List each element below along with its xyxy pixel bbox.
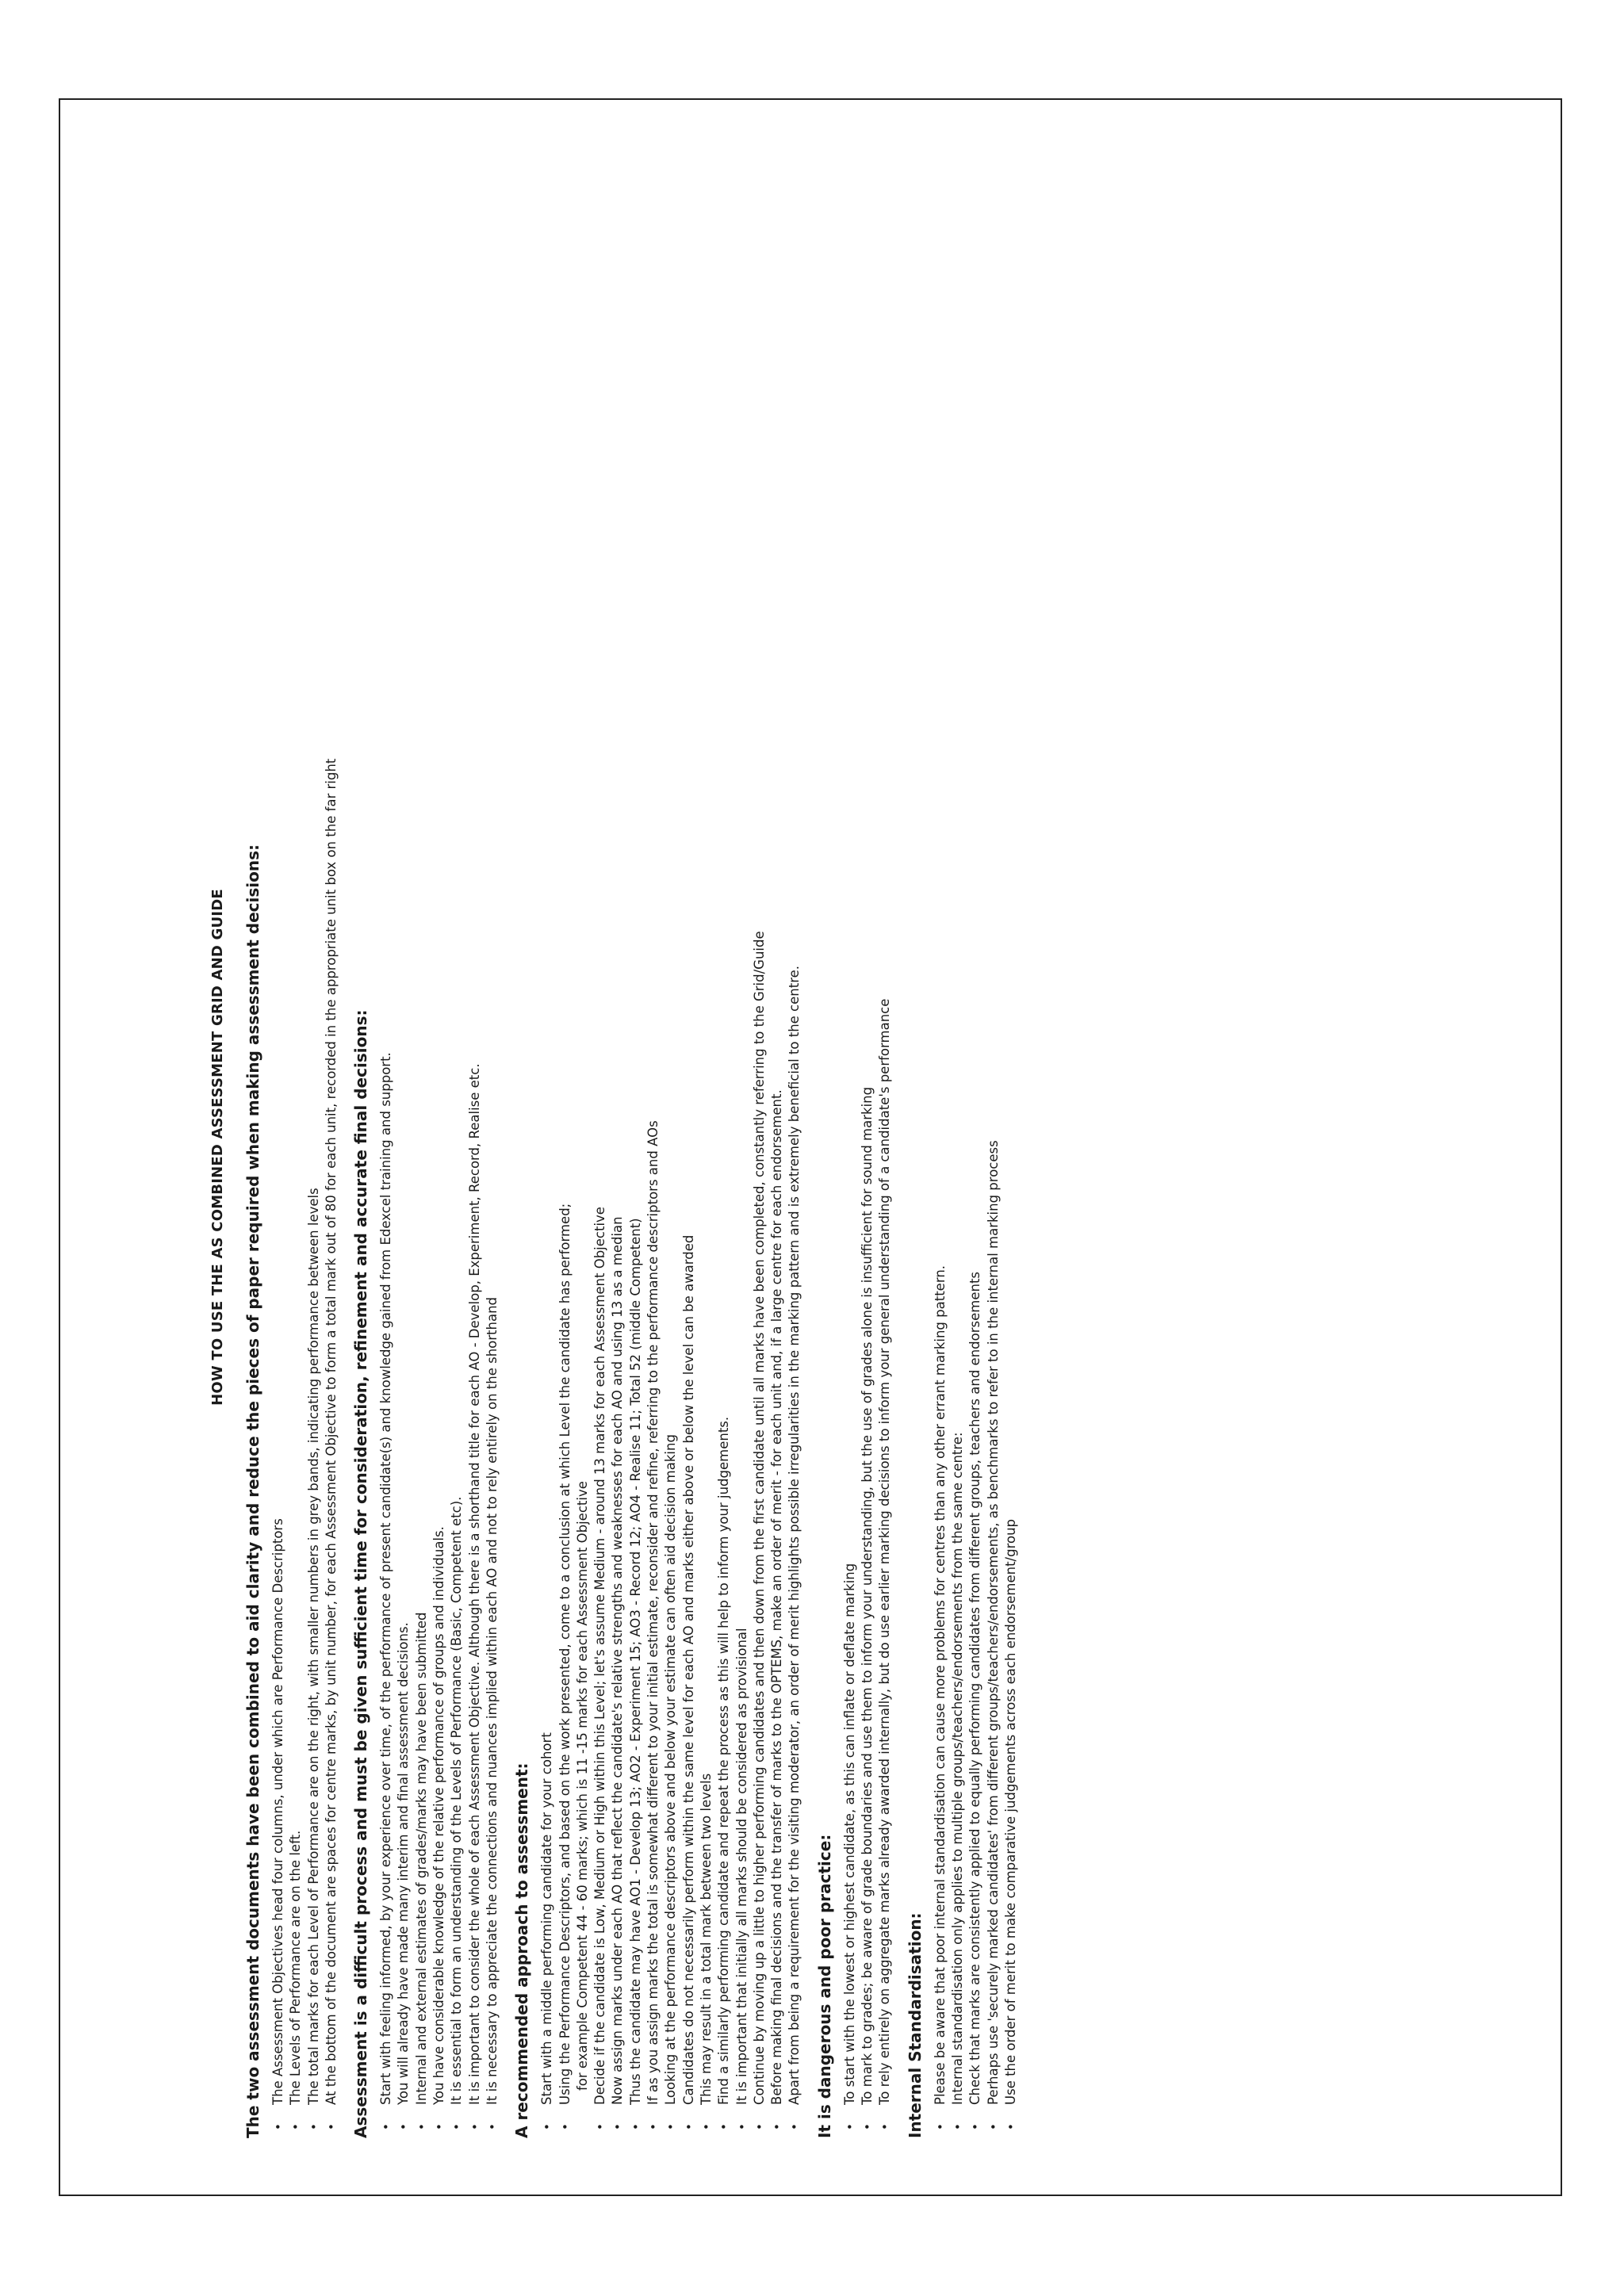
list-item: • The total marks for each Level of Performance are on the right, with smaller numbers in grey bands, indicating performance between levels bbox=[305, 156, 323, 2138]
bullet-icon: • bbox=[379, 2123, 394, 2130]
section-list-difficult-process bbox=[377, 156, 501, 2138]
list-item: • You have considerable knowledge of the relative performance of groups and individuals. bbox=[431, 156, 448, 2138]
section-heading-internal-standardisation: Internal Standardisation: bbox=[905, 1912, 925, 2138]
bullet-icon: • bbox=[860, 2123, 875, 2130]
list-item: • The Assessment Objectives head four columns, under which are Performance Descriptors bbox=[270, 156, 287, 2138]
bullet-icon: • bbox=[396, 2123, 412, 2130]
bullet-icon: • bbox=[467, 2123, 482, 2130]
list-item: • The Levels of Performance are on the left. bbox=[287, 156, 304, 2138]
bullet-icon: • bbox=[752, 2123, 767, 2130]
section-list-combined-documents bbox=[270, 156, 340, 2138]
bullet-icon: • bbox=[950, 2123, 965, 2130]
bullet-icon: • bbox=[664, 2123, 679, 2130]
list-item: • Continue by moving up a little to higher performing candidates and then down from the first candidate until all marks have been completed, constantly referring to the Grid/Guide bbox=[751, 156, 768, 2138]
bullet-icon: • bbox=[593, 2123, 608, 2130]
list-item: • It is necessary to appreciate the connections and nuances implied within each AO and not to rely entirely on the shorthand bbox=[484, 156, 501, 2138]
bullet-icon: • bbox=[933, 2123, 948, 2130]
bullet-icon: • bbox=[414, 2123, 429, 2130]
list-item-continuation: for example Competent 44 - 60 marks; which is 11 -15 marks for each Assessment Objective bbox=[574, 1481, 590, 2091]
bullet-icon: • bbox=[717, 2123, 732, 2130]
bullet-icon: • bbox=[878, 2123, 893, 2130]
document-title: HOW TO USE THE AS COMBINED ASSESSMENT GRID AND GUIDE bbox=[209, 889, 226, 1406]
list-item: • To rely entirely on aggregate marks already awarded internally, but do use earlier marking decisions to inform your general understanding of a candidate's performance bbox=[876, 156, 894, 2138]
bullet-icon: • bbox=[787, 2123, 802, 2130]
rotated-content bbox=[209, 156, 1573, 2138]
list-item: • Apart from being a requirement for the visiting moderator, an order of merit highlights possible irregularities in the marking pattern and is extremely beneficial to the centre. bbox=[786, 156, 803, 2138]
list-item: • Now assign marks under each AO that reflect the candidate's relative strengths and weaknesses for each AO and using 13 as a median bbox=[609, 156, 626, 2138]
bullet-icon: • bbox=[628, 2123, 643, 2130]
list-item: • Looking at the performance descriptors above and below your estimate can often aid decision making bbox=[662, 156, 680, 2138]
list-item: • You will already have made many interim and final assessment decisions. bbox=[395, 156, 412, 2138]
list-item: • Internal and external estimates of grades/marks may have been submitted bbox=[413, 156, 431, 2138]
section-list-internal-standardisation bbox=[932, 156, 1020, 2138]
list-item: • Please be aware that poor internal standardisation can cause more problems for centres than any other errant marking pattern. bbox=[932, 156, 949, 2138]
bullet-icon: • bbox=[432, 2123, 447, 2130]
list-item: • Decide if the candidate is Low, Medium or High within this Level; let's assume Medium - around 13 marks for each Assessment Objective bbox=[592, 156, 609, 2138]
bullet-icon: • bbox=[324, 2123, 339, 2130]
section-heading-combined-documents: The two assessment documents have been combined to aid clarity and reduce the pieces of paper required when making assessment decisions: bbox=[243, 844, 262, 2138]
bullet-icon: • bbox=[986, 2123, 1001, 2130]
bullet-icon: • bbox=[646, 2123, 661, 2130]
section-heading-recommended-approach: A recommended approach to assessment: bbox=[512, 1762, 532, 2138]
section-list-recommended-approach bbox=[538, 156, 803, 2138]
list-item: • Perhaps use 'securely marked candidates' from different groups/teachers/endorsements, as benchmarks to refer to in the internal marking process bbox=[985, 156, 1002, 2138]
bullet-icon: • bbox=[681, 2123, 696, 2130]
list-item: • Start with feeling informed, by your experience over time, of the performance of present candidate(s) and knowledge gained from Edexcel training and support. bbox=[377, 156, 395, 2138]
list-item: • At the bottom of the document are spaces for centre marks, by unit number, for each Assessment Objective to form a total mark out of 80 for each unit, recorded in the appropriate unit box on the far right bbox=[323, 156, 340, 2138]
bullet-icon: • bbox=[842, 2123, 857, 2130]
list-item: • Internal standardisation only applies to multiple groups/teachers/endorsements from the same centre: bbox=[949, 156, 967, 2138]
list-item: • Candidates do not necessarily perform within the same level for each AO and marks either above or below the level can be awarded bbox=[680, 156, 698, 2138]
bullet-icon: • bbox=[1003, 2123, 1018, 2130]
bullet-icon: • bbox=[699, 2123, 714, 2130]
bullet-icon: • bbox=[611, 2123, 626, 2130]
list-item: • Before making final decisions and the transfer of marks to the OPTEMS, make an order of merit - for each unit and, if a large centre for each endorsement. bbox=[768, 156, 786, 2138]
list-item: • It is important to consider the whole of each Assessment Objective. Although there is a shorthand title for each AO - Develop, Experiment, Record, Realise etc. bbox=[466, 156, 484, 2138]
bullet-icon: • bbox=[734, 2123, 749, 2130]
section-heading-poor-practice: It is dangerous and poor practice: bbox=[814, 1834, 834, 2138]
list-item: • It is essential to form an understanding of the Levels of Performance (Basic, Competent etc). bbox=[448, 156, 465, 2138]
section-list-poor-practice bbox=[841, 156, 894, 2138]
bullet-icon: • bbox=[557, 2123, 573, 2130]
bullet-icon: • bbox=[289, 2123, 304, 2130]
bullet-icon: • bbox=[271, 2123, 285, 2130]
list-item: • To start with the lowest or highest candidate, as this can inflate or deflate marking bbox=[841, 156, 859, 2138]
bullet-icon: • bbox=[968, 2123, 983, 2130]
list-item: • Check that marks are consistently applied to equally performing candidates from different groups, teachers and endorsements bbox=[967, 156, 984, 2138]
list-item: • It is important that initially all marks should be considered as provisional bbox=[733, 156, 751, 2138]
list-item: • Start with a middle performing candidate for your cohort bbox=[538, 156, 556, 2138]
bullet-icon: • bbox=[450, 2123, 465, 2130]
bullet-icon: • bbox=[485, 2123, 500, 2130]
list-item: • Use the order of merit to make comparative judgements across each endorsement/group bbox=[1002, 156, 1020, 2138]
section-heading-difficult-process: Assessment is a difficult process and must be given sufficient time for consideration, refinement and accurate final decisions: bbox=[351, 1009, 371, 2138]
list-item: • Using the Performance Descriptors, and based on the work presented, come to a conclusion at which Level the candidate has performed; bbox=[557, 156, 574, 2138]
bullet-icon: • bbox=[306, 2123, 321, 2130]
list-item: • To mark to grades; be aware of grade boundaries and use them to inform your understanding, but the use of grades alone is insufficient for sound marking bbox=[859, 156, 876, 2138]
bullet-icon: • bbox=[770, 2123, 785, 2130]
bullet-icon: • bbox=[540, 2123, 555, 2130]
list-item: • Thus the candidate may have AO1 - Develop 13; AO2 - Experiment 15; AO3 - Record 12; AO4 - Realise 11; Total 52 (middle Competent) bbox=[627, 156, 645, 2138]
list-item: • Find a similarly performing candidate and repeat the process as this will help to inform your judgements. bbox=[715, 156, 733, 2138]
list-item: • This may result in a total mark between two levels bbox=[698, 156, 715, 2138]
list-item: • If as you assign marks the total is somewhat different to your initial estimate, reconsider and refine, referring to the performance descriptors and AOs bbox=[645, 156, 662, 2138]
